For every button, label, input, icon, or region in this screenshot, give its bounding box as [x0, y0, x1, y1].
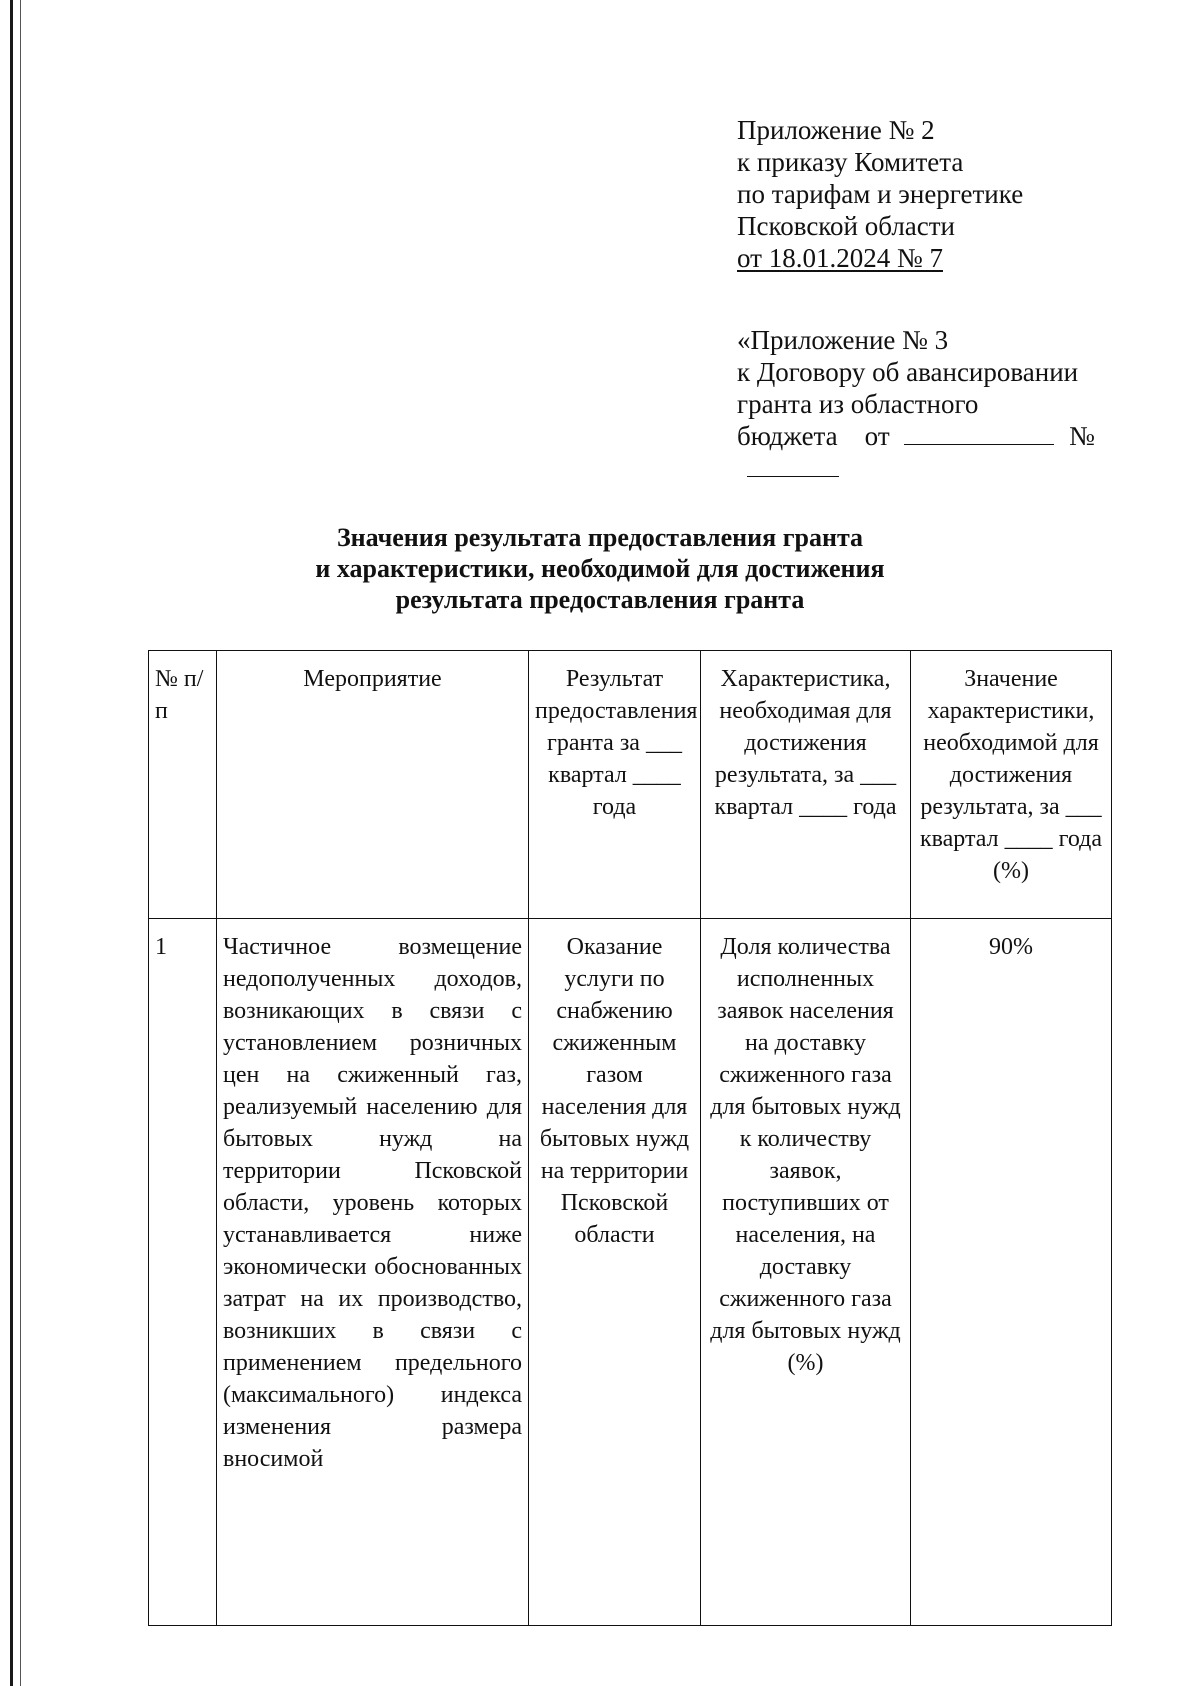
contract-date-prefix: бюджета от — [737, 421, 890, 451]
header-value: Значение характеристики, необходимой для достижения результата, за ___ квартал ____ года (%) — [911, 651, 1112, 919]
grant-results-table — [148, 650, 1112, 1626]
table-row — [149, 919, 1112, 1626]
scan-edge-line — [10, 0, 13, 1686]
appendix-header-line: к приказу Комитета — [737, 147, 964, 177]
header-result: Результат предоставления гранта за ___ квартал ____ года — [529, 651, 701, 919]
contract-date-blank — [904, 422, 1054, 445]
title-line: Значения результата предоставления гранта — [336, 523, 864, 552]
contract-header — [737, 324, 1095, 484]
row-num: 1 — [149, 919, 217, 1626]
contract-number-blank — [747, 454, 839, 477]
title-line: результата предоставления гранта — [395, 585, 805, 614]
row-characteristic: Доля количества исполненных заявок населения на доставку сжиженного газа для бытовых нужд к количеству заявок, поступивших от населения, на доставку сжиженного газа для бытовых нужд (%) — [701, 919, 911, 1626]
document-title — [150, 522, 1050, 615]
row-result: Оказание услуги по снабжению сжиженным газом населения для бытовых нужд на территории Псковской области — [529, 919, 701, 1626]
header-characteristic: Характеристика, необходимая для достижения результата, за ___ квартал ____ года — [701, 651, 911, 919]
appendix-header — [737, 114, 1023, 274]
appendix-header-line: по тарифам и энергетике — [737, 179, 1024, 209]
appendix-header-line: Приложение № 2 — [737, 115, 935, 145]
contract-number-line — [737, 452, 1095, 484]
row-value: 90% — [911, 919, 1112, 1626]
contract-header-line: гранта из областного — [737, 389, 979, 419]
order-date-number: от 18.01.2024 № 7 — [737, 243, 943, 273]
header-event: Мероприятие — [217, 651, 529, 919]
contract-header-line: «Приложение № 3 — [737, 325, 949, 355]
row-event: Частичное возмещение недополученных доходов, возникающих в связи с установлением розничных цен на сжиженный газ, реализуемый населению для бытовых нужд на территории Псковской области, уровень которых устанавливается ниже экономически обоснованных затрат на их производство, возникших в связи с применением предельного (максимального) индекса изменения размера вносимой — [217, 919, 529, 1626]
title-line: и характеристики, необходимой для достижения — [315, 554, 885, 583]
contract-date-line — [737, 420, 1095, 452]
scan-edge-line-inner — [20, 0, 21, 1686]
contract-number-label: № — [1069, 421, 1095, 451]
appendix-header-line: Псковской области — [737, 211, 956, 241]
contract-header-line: к Договору об авансировании — [737, 357, 1079, 387]
table-header-row — [149, 651, 1112, 919]
header-num: № п/п — [149, 651, 217, 919]
